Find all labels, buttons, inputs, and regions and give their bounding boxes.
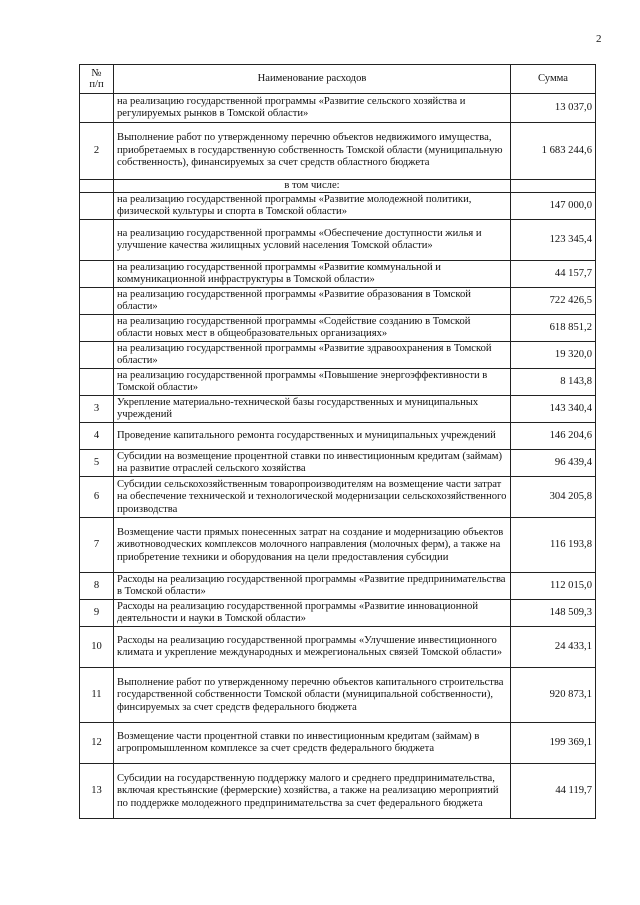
table-row (80, 573, 596, 600)
row-number (80, 180, 114, 193)
row-description: Возмещение части прямых понесенных затрат на создание и модернизацию объектов животноводческих комплексов молочного направления (молочных ферм), а также на приобретение техники и оборудования на цели предоставления субсидии (114, 518, 511, 573)
table-row (80, 342, 596, 369)
row-number: 4 (80, 423, 114, 450)
row-description: на реализацию государственной программы «Развитие образования в Томской области» (114, 288, 511, 315)
row-number: 12 (80, 723, 114, 764)
table-row (80, 600, 596, 627)
table-row (80, 518, 596, 573)
header-sum: Сумма (511, 65, 596, 94)
row-sum: 199 369,1 (511, 723, 596, 764)
table-row (80, 450, 596, 477)
table-row (80, 764, 596, 819)
row-sum: 148 509,3 (511, 600, 596, 627)
table-row (80, 123, 596, 180)
row-sum: 13 037,0 (511, 94, 596, 123)
table-row (80, 723, 596, 764)
table-header-row (80, 65, 596, 94)
row-number (80, 369, 114, 396)
table-row (80, 220, 596, 261)
row-sum: 96 439,4 (511, 450, 596, 477)
table-row (80, 396, 596, 423)
row-description: на реализацию государственной программы «Развитие сельского хозяйства и регулируемых рынков в Томской области» (114, 94, 511, 123)
row-number: 7 (80, 518, 114, 573)
table-row (80, 423, 596, 450)
row-sum: 44 157,7 (511, 261, 596, 288)
table-row (80, 261, 596, 288)
row-sum: 1 683 244,6 (511, 123, 596, 180)
row-number: 11 (80, 668, 114, 723)
row-description: Выполнение работ по утвержденному перечню объектов капитального строительства государственной собственности Томской области (муниципальной собственности), финсируемых за счет средств федерального бюджета (114, 668, 511, 723)
row-description: Расходы на реализацию государственной программы «Развитие предпринимательства в Томской области» (114, 573, 511, 600)
table-row (80, 94, 596, 123)
row-sum: 19 320,0 (511, 342, 596, 369)
row-number: 3 (80, 396, 114, 423)
table-row (80, 193, 596, 220)
row-description: на реализацию государственной программы «Повышение энергоэффективности в Томской области» (114, 369, 511, 396)
row-sum: 147 000,0 (511, 193, 596, 220)
expense-table (79, 64, 596, 819)
row-description: Субсидии на возмещение процентной ставки по инвестиционным кредитам (займам) на развитие отраслей сельского хозяйства (114, 450, 511, 477)
row-sum: 722 426,5 (511, 288, 596, 315)
row-number (80, 342, 114, 369)
table-row (80, 315, 596, 342)
row-sum: 44 119,7 (511, 764, 596, 819)
row-description: Субсидии сельскохозяйственным товаропроизводителям на возмещение части затрат на обеспечение технической и технологической модернизации сельскохозяйственного производства (114, 477, 511, 518)
row-description: в том числе: (114, 180, 511, 193)
header-number: № п/п (80, 65, 114, 94)
row-description: на реализацию государственной программы «Обеспечение доступности жилья и улучшение качества жилищных условий населения Томской области» (114, 220, 511, 261)
row-number (80, 193, 114, 220)
row-sum: 143 340,4 (511, 396, 596, 423)
table-row (80, 668, 596, 723)
row-description: Расходы на реализацию государственной программы «Улучшение инвестиционного климата и укрепление международных и межрегиональных связей Томской области» (114, 627, 511, 668)
row-description: Субсидии на государственную поддержку малого и среднего предпринимательства, включая крестьянские (фермерские) хозяйства, а также на реализацию мероприятий по поддержке молодежного предпринимательства за счет федерального бюджета (114, 764, 511, 819)
row-description: Выполнение работ по утвержденному перечню объектов недвижимого имущества, приобретаемых в государственную собственность Томской области (муниципальную собственность), финансируемых за счет средств областного бюджета (114, 123, 511, 180)
row-number: 9 (80, 600, 114, 627)
row-description: Расходы на реализацию государственной программы «Развитие инновационной деятельности и науки в Томской области» (114, 600, 511, 627)
row-number: 13 (80, 764, 114, 819)
row-sum: 116 193,8 (511, 518, 596, 573)
row-sum: 112 015,0 (511, 573, 596, 600)
table-row (80, 369, 596, 396)
row-description: Укрепление материально-технической базы государственных и муниципальных учреждений (114, 396, 511, 423)
row-description: Проведение капитального ремонта государственных и муниципальных учреждений (114, 423, 511, 450)
row-description: на реализацию государственной программы «Развитие молодежной политики, физической культуры и спорта в Томской области» (114, 193, 511, 220)
row-description: на реализацию государственной программы «Развитие здравоохранения в Томской области» (114, 342, 511, 369)
table-row (80, 477, 596, 518)
row-sum: 146 204,6 (511, 423, 596, 450)
row-number: 5 (80, 450, 114, 477)
row-number: 8 (80, 573, 114, 600)
row-number (80, 288, 114, 315)
table-row (80, 180, 596, 193)
row-number: 6 (80, 477, 114, 518)
row-number (80, 220, 114, 261)
row-number (80, 315, 114, 342)
header-name: Наименование расходов (114, 65, 511, 94)
row-number: 2 (80, 123, 114, 180)
row-sum: 123 345,4 (511, 220, 596, 261)
row-number (80, 94, 114, 123)
row-sum: 920 873,1 (511, 668, 596, 723)
row-description: на реализацию государственной программы «Содействие созданию в Томской области новых мест в общеобразовательных организациях» (114, 315, 511, 342)
row-number: 10 (80, 627, 114, 668)
row-sum: 618 851,2 (511, 315, 596, 342)
row-description: на реализацию государственной программы «Развитие коммунальной и коммуникационной инфраструктуры в Томской области» (114, 261, 511, 288)
table-row (80, 627, 596, 668)
row-sum: 304 205,8 (511, 477, 596, 518)
row-sum: 24 433,1 (511, 627, 596, 668)
row-description: Возмещение части процентной ставки по инвестиционным кредитам (займам) в агропромышленном комплексе за счет средств федерального бюджета (114, 723, 511, 764)
table-row (80, 288, 596, 315)
page-number: 2 (596, 33, 602, 45)
row-sum: 8 143,8 (511, 369, 596, 396)
row-sum (511, 180, 596, 193)
row-number (80, 261, 114, 288)
